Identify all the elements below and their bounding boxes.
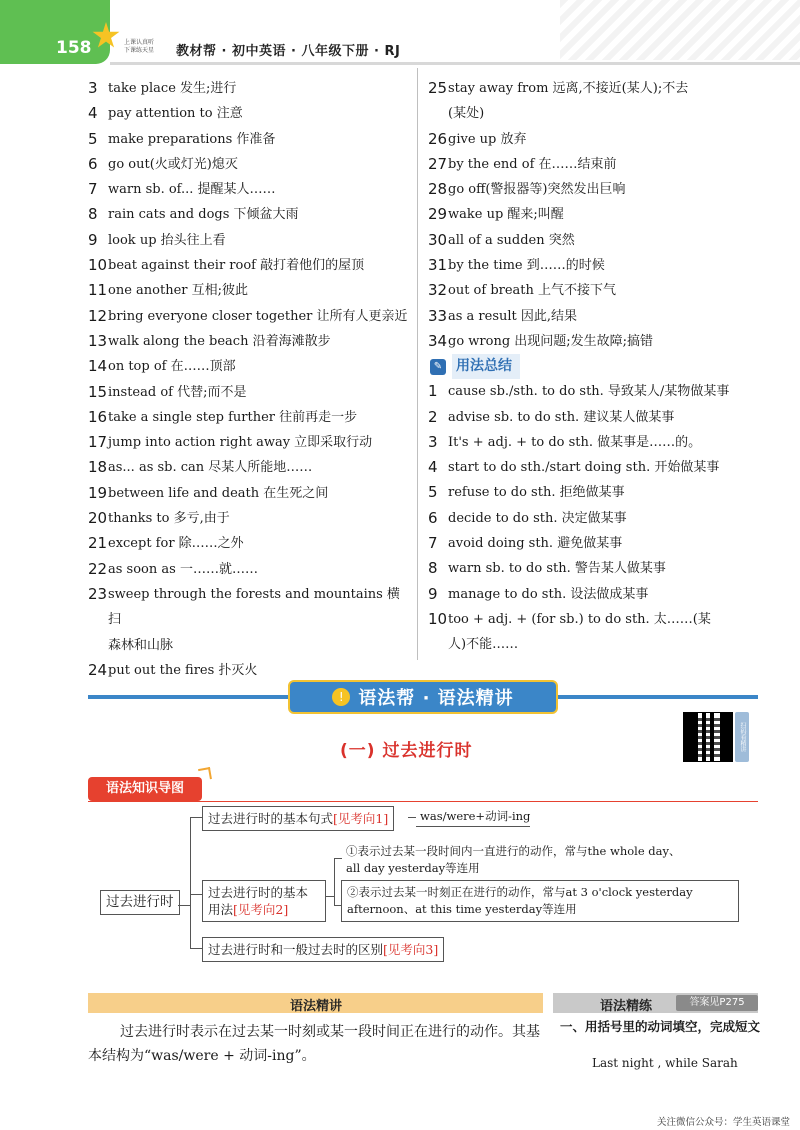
usage-item-number: 6 bbox=[428, 508, 438, 527]
phrase-item-number: 25 bbox=[428, 79, 448, 97]
usage-item bbox=[428, 506, 758, 531]
usage-item-number: 7 bbox=[428, 534, 438, 553]
phrase-item bbox=[428, 152, 758, 177]
phrase-item-number: 21 bbox=[88, 534, 108, 553]
phrase-item-text: warn sb. of... 提醒某人…… bbox=[108, 182, 276, 198]
map-usage-2-line-a: ②表示过去某一时刻正在进行的动作，常与at 3 o'clock yesterday bbox=[347, 885, 693, 899]
phrase-item bbox=[88, 506, 408, 531]
phrase-item-text: take a single step further 往前再走一步 bbox=[108, 409, 358, 425]
phrase-item bbox=[88, 177, 408, 202]
phrase-item-text: thanks to 多亏,由于 bbox=[108, 511, 230, 527]
phrase-item-text: on top of 在……顶部 bbox=[108, 359, 236, 375]
exercise-text: Last night , while Sarah bbox=[592, 1056, 738, 1070]
phrase-item-number: 8 bbox=[88, 205, 98, 224]
phrase-item-number: 12 bbox=[88, 306, 108, 325]
phrase-item-number: 13 bbox=[88, 331, 108, 350]
map-usage-1 bbox=[346, 843, 681, 877]
map-node-2-label-a: 过去进行时的基本 bbox=[208, 885, 309, 900]
usage-item bbox=[428, 582, 758, 607]
qr-code[interactable] bbox=[683, 712, 733, 762]
section-title: (一) 过去进行时 bbox=[340, 741, 473, 761]
phrase-item bbox=[428, 329, 758, 354]
usage-item bbox=[428, 607, 758, 632]
phrase-item bbox=[88, 152, 408, 177]
phrase-item-text: stay away from 远离,不接近(某人);不去 bbox=[448, 81, 689, 96]
map-node-2-ref[interactable]: [见考向2] bbox=[233, 902, 289, 917]
qr-pattern bbox=[688, 717, 728, 757]
phrase-item-number: 16 bbox=[88, 407, 108, 426]
map-usage-1-line-b: all day yesterday等连用 bbox=[346, 861, 480, 875]
header-rule bbox=[110, 62, 800, 65]
banner-line-left bbox=[88, 695, 288, 699]
phrase-item-number: 22 bbox=[88, 559, 108, 578]
answer-reference-tag[interactable]: 答案见P275 bbox=[676, 995, 758, 1011]
phrase-item bbox=[88, 430, 408, 455]
page-number: 158 bbox=[56, 38, 92, 58]
phrase-item-number: 9 bbox=[88, 230, 98, 249]
usage-item bbox=[428, 455, 758, 480]
usage-item-number: 4 bbox=[428, 458, 438, 477]
map-node-3-ref[interactable]: [见考向3] bbox=[383, 942, 439, 957]
phrase-item-text: as a result 因此,结果 bbox=[448, 308, 578, 324]
phrase-item-number: 14 bbox=[88, 357, 108, 376]
banner-line-right bbox=[558, 695, 758, 699]
map-root-node bbox=[100, 890, 180, 915]
footer-note: 关注微信公众号：学生英语课堂 bbox=[656, 1117, 790, 1128]
phrase-item bbox=[88, 557, 408, 582]
usage-item-number: 5 bbox=[428, 483, 438, 502]
phrase-item-text: go off(警报器等)突然发出巨响 bbox=[448, 182, 626, 198]
phrase-list-left bbox=[88, 76, 408, 683]
usage-item-number: 3 bbox=[428, 432, 438, 451]
phrase-item-number: 20 bbox=[88, 509, 108, 528]
exercise-heading: 一、用括号里的动词填空，完成短文 bbox=[560, 1019, 761, 1034]
phrase-item bbox=[428, 253, 758, 278]
map-root-label: 过去进行时 bbox=[106, 894, 174, 910]
phrase-item-text: go out(火或灯光)熄灭 bbox=[108, 156, 238, 172]
phrase-item-text: one another 互相;彼此 bbox=[108, 283, 248, 299]
phrase-item-text: by the end of 在……结束前 bbox=[448, 156, 617, 172]
phrase-item bbox=[88, 455, 408, 480]
phrase-item-number: 34 bbox=[428, 331, 448, 350]
phrase-item bbox=[428, 177, 758, 202]
map-connector bbox=[190, 894, 202, 895]
map-node-2-label-b: 用法 bbox=[208, 902, 234, 917]
phrase-item-text: look up 抬头往上看 bbox=[108, 232, 226, 248]
phrase-item bbox=[88, 380, 408, 405]
phrase-item-number: 23 bbox=[88, 584, 108, 603]
map-connector bbox=[190, 817, 202, 818]
header-decoration bbox=[560, 0, 800, 60]
usage-item bbox=[428, 531, 758, 556]
phrase-item-text: as soon as 一……就…… bbox=[108, 561, 258, 577]
usage-item bbox=[428, 379, 758, 404]
phrase-item-number: 28 bbox=[428, 180, 448, 199]
phrase-item-continuation: (某处) bbox=[448, 106, 485, 122]
usage-item-number: 10 bbox=[428, 609, 448, 628]
usage-item-text: manage to do sth. 设法做成某事 bbox=[448, 586, 649, 602]
phrase-item bbox=[88, 101, 408, 126]
map-node-1-ref[interactable]: [见考向1] bbox=[333, 811, 389, 826]
phrase-item-text: except for 除……之外 bbox=[108, 536, 244, 552]
usage-item bbox=[428, 480, 758, 505]
map-usage-2-line-b: afternoon、at this time yesterday等连用 bbox=[347, 902, 577, 916]
phrase-item-number: 29 bbox=[428, 205, 448, 224]
mascot-slogan bbox=[124, 39, 154, 55]
map-underline bbox=[416, 826, 530, 827]
usage-item bbox=[428, 556, 758, 581]
phrase-item bbox=[88, 531, 408, 556]
lecture-paragraph: 过去进行时表示在过去某一时刻或某一段时间正在进行的动作。其基本结构为“was/were + 动词-ing”。 bbox=[88, 1024, 540, 1064]
grammar-banner-pill bbox=[288, 680, 558, 714]
phrase-item bbox=[88, 253, 408, 278]
phrase-item-text: instead of 代替;而不是 bbox=[108, 384, 247, 400]
phrase-item-text: all of a sudden 突然 bbox=[448, 232, 575, 248]
grammar-banner-title: 语法帮 · 语法精讲 bbox=[358, 688, 514, 709]
map-connector-vertical bbox=[190, 817, 191, 949]
phrase-item-number: 5 bbox=[88, 129, 98, 148]
phrase-item-text: make preparations 作准备 bbox=[108, 131, 276, 147]
practice-title: 语法精练 bbox=[600, 999, 653, 1014]
map-node-3-label: 过去进行时和一般过去时的区别 bbox=[208, 942, 384, 957]
phrase-item bbox=[88, 329, 408, 354]
usage-item-continuation: 人)不能…… bbox=[448, 637, 519, 653]
usage-summary-heading bbox=[428, 354, 758, 379]
phrase-item bbox=[428, 228, 758, 253]
usage-item-number: 8 bbox=[428, 559, 438, 578]
map-usage-2 bbox=[341, 880, 739, 922]
phrase-item-text: take place 发生;进行 bbox=[108, 81, 237, 96]
usage-item-text: start to do sth./start doing sth. 开始做某事 bbox=[448, 460, 720, 476]
phrase-item-text: sweep through the forests and mountains 横扫 bbox=[108, 586, 400, 628]
phrase-item-number: 18 bbox=[88, 458, 108, 477]
phrase-item-number: 32 bbox=[428, 281, 448, 300]
map-node-usage bbox=[202, 880, 326, 922]
usage-summary-title: 用法总结 bbox=[452, 354, 520, 379]
phrase-item-number: 33 bbox=[428, 306, 448, 325]
phrase-item-number: 31 bbox=[428, 256, 448, 275]
mascot-slogan-line-1: 上课认真听 bbox=[124, 39, 155, 46]
map-node-1-detail: was/were+动词-ing bbox=[420, 809, 531, 823]
phrase-item bbox=[88, 228, 408, 253]
column-divider bbox=[417, 68, 418, 660]
spark-icon bbox=[198, 767, 212, 781]
book-title: 教材帮 · 初中英语 · 八年级下册 · RJ bbox=[176, 44, 401, 59]
phrase-item-number: 17 bbox=[88, 433, 108, 452]
phrase-item bbox=[88, 127, 408, 152]
usage-item-text: avoid doing sth. 避免做某事 bbox=[448, 536, 623, 552]
phrase-item bbox=[428, 202, 758, 227]
phrase-item-number: 11 bbox=[88, 281, 108, 300]
phrase-item bbox=[88, 354, 408, 379]
phrase-item-text: pay attention to 注意 bbox=[108, 106, 243, 122]
phrase-item-number: 6 bbox=[88, 154, 98, 173]
usage-item-text: It's + adj. + to do sth. 做某事是……的。 bbox=[448, 434, 702, 450]
phrase-item-number: 15 bbox=[88, 382, 108, 401]
phrase-item-text: give up 放弃 bbox=[448, 131, 527, 147]
usage-item-text: decide to do sth. 决定做某事 bbox=[448, 510, 627, 526]
phrase-list-right bbox=[428, 76, 758, 658]
phrase-item-number: 30 bbox=[428, 230, 448, 249]
map-connector bbox=[190, 948, 202, 949]
usage-item-text: refuse to do sth. 拒绝做某事 bbox=[448, 485, 625, 501]
lightbulb-icon: ! bbox=[332, 688, 350, 706]
map-node-1-label: 过去进行时的基本句式 bbox=[208, 811, 334, 826]
phrase-item-text: rain cats and dogs 下倾盆大雨 bbox=[108, 207, 299, 223]
map-connector bbox=[408, 817, 416, 818]
usage-item-text: advise sb. to do sth. 建议某人做某事 bbox=[448, 409, 675, 425]
grammar-banner bbox=[88, 680, 758, 714]
book-icon: ✎ bbox=[430, 359, 446, 375]
phrase-item-continuation: 森林和山脉 bbox=[108, 637, 174, 653]
phrase-item-text: bring everyone closer together 让所有人更亲近 bbox=[108, 308, 408, 324]
phrase-item bbox=[88, 76, 408, 101]
page-header bbox=[0, 0, 800, 64]
phrase-item-text: wake up 醒来;叫醒 bbox=[448, 207, 564, 223]
knowledge-map-rule bbox=[88, 801, 758, 802]
usage-item bbox=[428, 405, 758, 430]
phrase-item-number: 26 bbox=[428, 129, 448, 148]
map-connector bbox=[178, 905, 190, 906]
phrase-item-text: out of breath 上气不接下气 bbox=[448, 283, 617, 299]
phrase-item bbox=[428, 304, 758, 329]
mascot-slogan-line-2: 下课练天星 bbox=[124, 47, 155, 54]
phrase-item-text: jump into action right away 立即采取行动 bbox=[108, 435, 373, 451]
phrase-item bbox=[88, 304, 408, 329]
usage-item-number: 2 bbox=[428, 407, 438, 426]
phrase-item-number: 10 bbox=[88, 256, 108, 275]
qr-label: 扫码看精讲 bbox=[735, 712, 749, 762]
phrase-item bbox=[428, 127, 758, 152]
phrase-item-number: 27 bbox=[428, 154, 448, 173]
phrase-item-text: put out the fires 扑灭火 bbox=[108, 662, 258, 678]
phrase-item bbox=[88, 405, 408, 430]
map-node-basic-form bbox=[202, 806, 394, 831]
phrase-item bbox=[428, 278, 758, 303]
phrase-item-number: 24 bbox=[88, 660, 108, 679]
phrase-item-text: by the time 到……的时候 bbox=[448, 258, 605, 274]
phrase-item-number: 19 bbox=[88, 483, 108, 502]
usage-item-text: cause sb./sth. to do sth. 导致某人/某物做某事 bbox=[448, 384, 730, 400]
phrase-item bbox=[428, 76, 758, 101]
knowledge-map-tag: 语法知识导图 bbox=[88, 777, 202, 801]
phrase-item-number: 3 bbox=[88, 79, 98, 97]
usage-item-text: too + adj. + (for sb.) to do sth. 太……(某 bbox=[448, 611, 711, 627]
phrase-item-number: 7 bbox=[88, 180, 98, 199]
phrase-item-number: 4 bbox=[88, 104, 98, 123]
usage-item-number: 9 bbox=[428, 584, 438, 603]
lecture-title: 语法精讲 bbox=[290, 999, 343, 1014]
phrase-item-text: go wrong 出现问题;发生故障;搞错 bbox=[448, 333, 654, 349]
phrase-item-text: as... as sb. can 尽某人所能地…… bbox=[108, 460, 313, 476]
phrase-item bbox=[88, 278, 408, 303]
phrase-item-text: beat against their roof 敲打着他们的屋顶 bbox=[108, 258, 365, 274]
phrase-item-text: walk along the beach 沿着海滩散步 bbox=[108, 333, 331, 349]
phrase-item-text: between life and death 在生死之间 bbox=[108, 485, 329, 501]
map-connector bbox=[326, 896, 334, 897]
usage-item-text: warn sb. to do sth. 警告某人做某事 bbox=[448, 561, 666, 577]
map-node-difference bbox=[202, 937, 444, 962]
map-usage-1-line-a: ①表示过去某一段时间内一直进行的动作，常与the whole day、 bbox=[346, 844, 681, 858]
usage-item bbox=[428, 430, 758, 455]
phrase-item bbox=[88, 481, 408, 506]
phrase-item bbox=[88, 202, 408, 227]
phrase-item bbox=[88, 582, 408, 633]
map-connector-vertical bbox=[334, 858, 335, 906]
usage-item-number: 1 bbox=[428, 382, 438, 401]
map-connector bbox=[334, 858, 342, 859]
